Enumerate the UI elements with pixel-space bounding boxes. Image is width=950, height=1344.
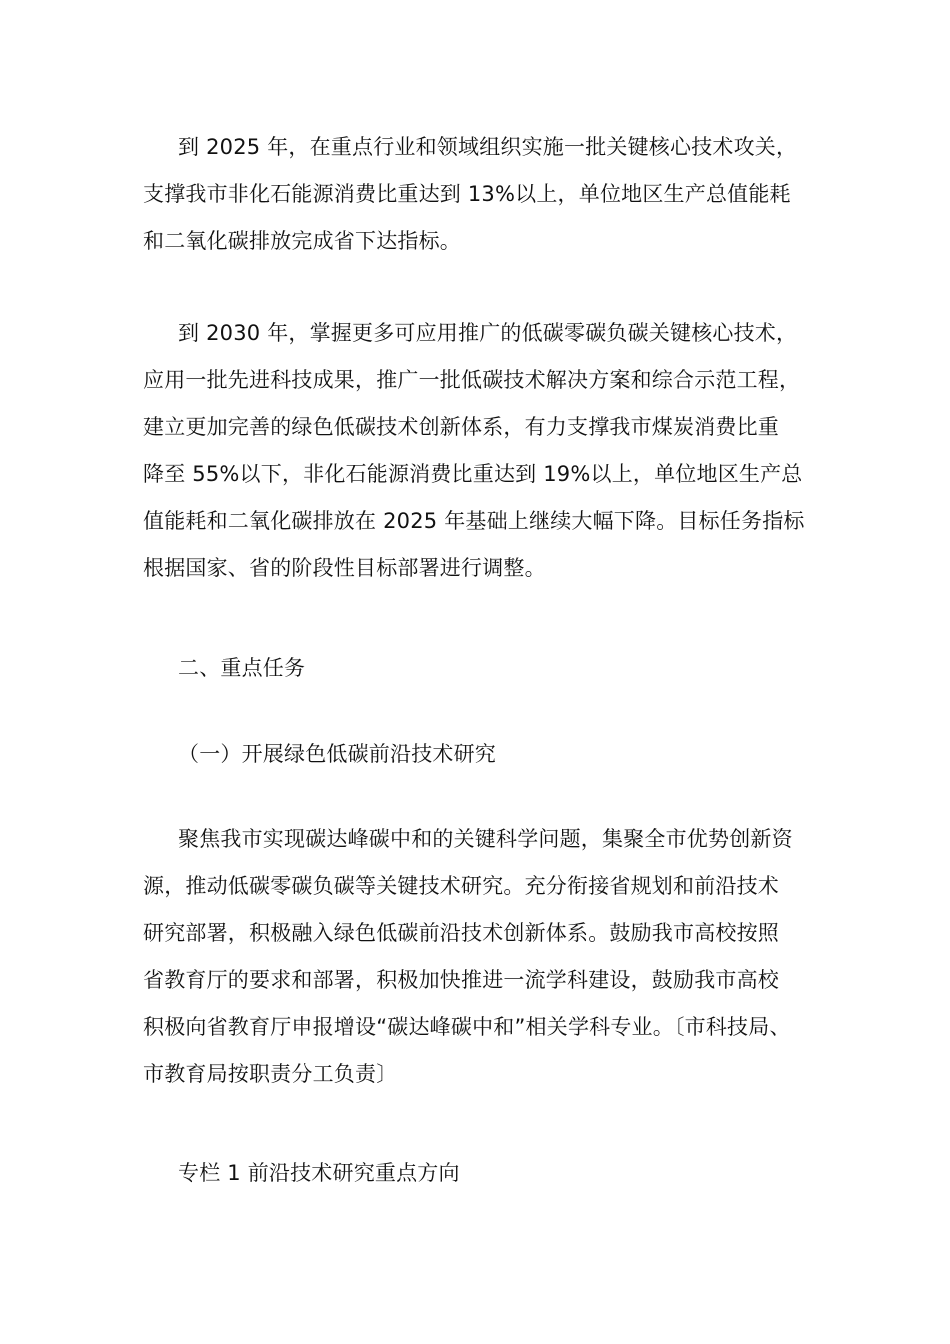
subsection-heading-text: （一）开展绿色低碳前沿技术研究 xyxy=(178,742,496,766)
column-heading xyxy=(143,1150,808,1197)
text-line: 研究部署，积极融入绿色低碳前沿技术创新体系。鼓励我市高校按照 xyxy=(143,921,779,945)
paragraph-frontier-research xyxy=(143,816,808,1098)
column-heading-text: 专栏 1 前沿技术研究重点方向 xyxy=(178,1161,460,1185)
text-line: 到 2025 年，在重点行业和领域组织实施一批关键核心技术攻关， xyxy=(178,135,798,159)
paragraph-2025-targets xyxy=(143,124,808,265)
text-line: 市教育局按职责分工负责〕 xyxy=(143,1062,398,1086)
subsection-heading xyxy=(143,731,808,778)
text-line: 到 2030 年，掌握更多可应用推广的低碳零碳负碳关键核心技术， xyxy=(178,321,798,345)
text-line: 建立更加完善的绿色低碳技术创新体系，有力支撑我市煤炭消费比重 xyxy=(143,415,779,439)
text-line: 聚焦我市实现碳达峰碳中和的关键科学问题，集聚全市优势创新资 xyxy=(178,827,793,851)
text-line: 支撑我市非化石能源消费比重达到 13%以上，单位地区生产总值能耗 xyxy=(143,182,791,206)
text-line: 省教育厅的要求和部署，积极加快推进一流学科建设，鼓励我市高校 xyxy=(143,968,779,992)
text-line: 源，推动低碳零碳负碳等关键技术研究。充分衔接省规划和前沿技术 xyxy=(143,874,779,898)
section-heading xyxy=(143,645,808,692)
text-line: 积极向省教育厅申报增设“碳达峰碳中和”相关学科专业。〔市科技局、 xyxy=(143,1015,791,1039)
text-line: 值能耗和二氧化碳排放在 2025 年基础上继续大幅下降。目标任务指标 xyxy=(143,509,805,533)
section-heading-text: 二、重点任务 xyxy=(178,656,306,680)
text-line: 应用一批先进科技成果，推广一批低碳技术解决方案和综合示范工程， xyxy=(143,368,801,392)
text-line: 和二氧化碳排放完成省下达指标。 xyxy=(143,229,461,253)
text-line: 降至 55%以下，非化石能源消费比重达到 19%以上，单位地区生产总 xyxy=(143,462,803,486)
text-line: 根据国家、省的阶段性目标部署进行调整。 xyxy=(143,556,546,580)
paragraph-2030-targets xyxy=(143,310,808,592)
